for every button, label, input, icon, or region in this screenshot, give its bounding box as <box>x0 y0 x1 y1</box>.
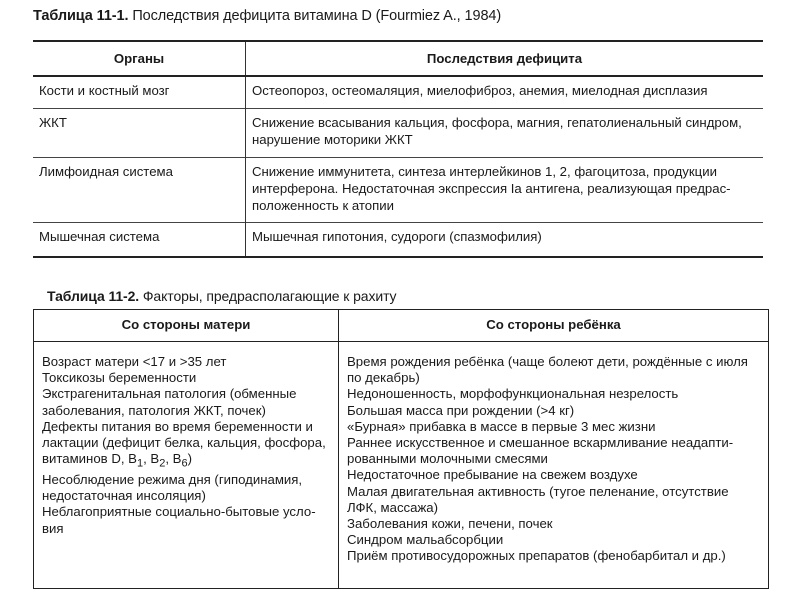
vitamins-line <box>42 451 192 470</box>
effect-cell: Снижение всасывания кальция, фосфора, магния, гепатолиенальный синдром, нарушение моторики ЖКТ <box>246 109 764 158</box>
list-item: Раннее искусственное и смешанное вскармливание неадапти-рованными молочными смесями <box>347 435 734 467</box>
list-item: «Бурная» прибавка в массе в первые 3 мес жизни <box>347 418 656 434</box>
table1-caption-number: Таблица 11-1. <box>33 8 129 24</box>
effect-cell: Остеопороз, остеомаляция, миелофиброз, анемия, миелодная дисплазия <box>252 83 708 98</box>
list-item: Малая двигательная активность (тугое пеленание, отсутствие ЛФК, массажа) <box>347 483 729 515</box>
rickets-risk-factors-table <box>33 309 769 589</box>
table1-header-row <box>33 41 763 76</box>
list-item: Недоношенность, морфофункциональная незрелость <box>347 386 679 402</box>
mother-factors-cell <box>34 342 339 589</box>
vitamin-b6-sub: 6 <box>181 457 188 470</box>
list-item: Токсикозы беременности <box>42 370 197 386</box>
table1-caption <box>33 8 501 24</box>
list-item: Неблагоприятные социально-бытовые усло-вия <box>42 504 316 536</box>
vitamin-b1-sub: 1 <box>136 457 144 470</box>
child-factors-cell <box>339 342 769 589</box>
table2-header-child: Со стороны ребёнка <box>339 310 769 342</box>
table1-caption-text: Последствия дефицита витамина D (Fourmiez A., 1984) <box>132 8 502 24</box>
table-row <box>33 223 763 258</box>
vitamins-sep: , B <box>143 451 160 467</box>
table-row <box>33 109 763 158</box>
effect-cell: Мышечная гипотония, судороги (спазмофилия) <box>246 223 764 258</box>
vitamins-prefix: витаминов D, B <box>42 451 137 467</box>
table2-body-row <box>34 342 769 589</box>
table2-caption-text: Факторы, предрасполагающие к рахиту <box>142 288 397 304</box>
nutrition-defects-text: Дефекты питания во время беременности и лактации (дефицит белка, кальция, фосфора, <box>42 418 326 451</box>
list-item: Заболевания кожи, печени, почек <box>347 516 553 532</box>
organ-cell: Кости и костный мозг <box>33 76 246 109</box>
vitamins-sep: , B <box>165 451 182 467</box>
mother-factors-list <box>42 354 332 537</box>
list-item: Экстрагенитальная патология (обменные заболевания, патология ЖКТ, почек) <box>42 386 297 418</box>
organ-cell: Лимфоидная система <box>33 158 246 223</box>
list-item <box>42 419 332 472</box>
list-item: Время рождения ребёнка (чаще болеют дети, рождённые с июля по декабрь) <box>347 354 748 386</box>
organ-cell: Мышечная система <box>33 223 246 258</box>
vitamin-d-deficiency-table <box>33 40 763 258</box>
list-item: Большая масса при рождении (>4 кг) <box>347 402 575 418</box>
list-item: Возраст матери <17 и >35 лет <box>42 354 227 369</box>
list-item: Недостаточное пребывание на свежем воздухе <box>347 467 638 483</box>
table2-header-mother: Со стороны матери <box>34 310 339 342</box>
vitamins-suffix: ) <box>187 451 192 467</box>
list-item: Приём противосудорожных препаратов (фенобарбитал и др.) <box>347 548 726 564</box>
table1-header-consequences: Последствия дефицита <box>246 41 764 76</box>
table2-caption-number: Таблица 11-2. <box>47 288 140 304</box>
effect-cell: Снижение иммунитета, синтеза интерлейкинов 1, 2, фагоцитоза, продукции интерферона. Недостаточная экспрессия Ia антигена, реализующая предрас-положенность к атопии <box>246 158 764 223</box>
child-factors-list <box>347 354 762 565</box>
table-row <box>33 158 763 223</box>
table2-header-row <box>34 310 769 342</box>
table-row <box>33 76 763 109</box>
vitamin-b2-sub: 2 <box>159 457 166 470</box>
table2-caption <box>47 288 396 304</box>
table1-header-organs: Органы <box>33 41 246 76</box>
organ-cell: ЖКТ <box>33 109 246 158</box>
list-item: Синдром мальабсорбции <box>347 532 504 548</box>
list-item: Несоблюдение режима дня (гиподинамия, недостаточная инсоляция) <box>42 472 303 504</box>
